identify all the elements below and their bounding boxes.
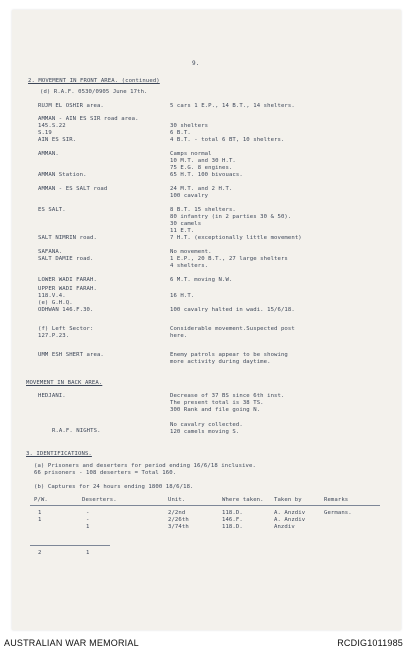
umm-esh-shert-text-1: Enemy patrols appear to be showing — [170, 352, 288, 358]
entry-location: LOWER WADI FARAH. — [38, 277, 97, 283]
section-2-heading: 2. MOVEMENT IN FRONT AREA. (continued) — [28, 78, 160, 84]
table-header-cell: Taken by — [274, 497, 302, 503]
entry-location: SAFANA. — [38, 249, 63, 255]
identifications-b: (b) Captures for 24 hours ending 1800 18/6/18. — [34, 484, 194, 490]
entry-location: AMMAN - AIN ES SIR road area. — [38, 116, 139, 122]
hedjani-label: HEDJANI. — [38, 393, 66, 399]
entry-observation: 30 camels — [170, 221, 202, 227]
page-number: 9. — [192, 60, 200, 67]
table-cell: Anzdiv — [274, 524, 295, 530]
entry-observation: 100 cavalry — [170, 193, 209, 199]
table-header-rule — [30, 505, 380, 506]
subsection-f-label: (f) Left Sector: — [38, 326, 94, 332]
entry-observation: 11 E.T. — [170, 228, 195, 234]
entry-observation: 1 E.P., 20 B.T., 27 large shelters — [170, 256, 288, 262]
subsection-e-label: (e) G.H.Q. — [38, 300, 73, 306]
table-cell: 1 — [86, 550, 90, 556]
raf-nights-label: R.A.F. NIGHTS. — [52, 428, 101, 434]
identifications-a-totals: 66 prisoners - 108 deserters = Total 160. — [34, 470, 177, 476]
table-cell: 1 — [86, 524, 90, 530]
subsection-f-text-2: here. — [170, 333, 188, 339]
entry-location: SALT NIMRIN road. — [38, 235, 97, 241]
raf-nights-text-2: 120 camels moving S. — [170, 429, 240, 435]
entry-location: AMMAN. — [38, 151, 59, 157]
subsection-f-location: 127.P.23. — [38, 333, 70, 339]
entry-location: AMMAN Station. — [38, 172, 87, 178]
entry-location: 145.S.22 — [38, 123, 66, 129]
subsection-f-text-1: Considerable movement.Suspected post — [170, 326, 295, 332]
table-header-cell: Where taken. — [222, 497, 264, 503]
entry-location: ES SALT. — [38, 207, 66, 213]
entry-observation: 4 B.T. - total 6 BT, 10 shelters. — [170, 137, 285, 143]
entry-observation: 65 H.T. 100 bivouacs. — [170, 172, 243, 178]
hedjani-text-3: 300 Rank and file going N. — [170, 407, 261, 413]
table-cell: 3/74th — [168, 524, 189, 530]
entry-observation: 5 cars 1 E.P., 14 B.T., 14 shelters. — [170, 103, 295, 109]
entry-observation: 30 shelters — [170, 123, 209, 129]
entry-observation: 80 infantry (in 2 parties 30 & 50). — [170, 214, 292, 220]
entry-observation: 24 M.T. and 2 H.T. — [170, 186, 233, 192]
table-cell: A. Anzdiv — [274, 510, 306, 516]
footer-archive-name: AUSTRALIAN WAR MEMORIAL — [4, 638, 139, 648]
entry-observation: 8 B.T. 15 shelters. — [170, 207, 236, 213]
entry-location: AMMAN - ES SALT road — [38, 186, 108, 192]
table-header-cell: Unit. — [168, 497, 186, 503]
entry-location: RUJM EL OSHIR area. — [38, 103, 104, 109]
entry-observation: 4 shelters. — [170, 263, 209, 269]
entry-observation: 10 M.T. and 30 H.T. — [170, 158, 236, 164]
entry-observation: Camps normal — [170, 151, 212, 157]
entry-observation: 16 H.T. — [170, 293, 195, 299]
entry-observation: 7 H.T. (exceptionally little movement) — [170, 235, 302, 241]
table-cell: - — [86, 517, 90, 523]
entry-location: S.19 — [38, 130, 52, 136]
table-header-cell: Remarks — [324, 497, 349, 503]
entry-observation: No movement. — [170, 249, 212, 255]
table-cell: 1 — [38, 517, 42, 523]
footer-record-id: RCDIG1011985 — [337, 638, 403, 648]
table-header-cell: P/W. — [34, 497, 48, 503]
table-cell: 118.D. — [222, 524, 243, 530]
entry-observation: 6 B.T. — [170, 130, 191, 136]
document-page — [12, 10, 401, 630]
entry-location: UPPER WADI FARAH. — [38, 286, 97, 292]
table-cell: 2 — [38, 550, 42, 556]
table-cell: 2/26th — [168, 517, 189, 523]
table-cell: 146.F. — [222, 517, 243, 523]
umm-esh-shert-text-2: more activity during daytime. — [170, 359, 271, 365]
entry-location: SALT DAMIE road. — [38, 256, 94, 262]
table-header-cell: Deserters. — [82, 497, 117, 503]
subsection-e-location: ODHWAN 146.F.30. — [38, 307, 94, 313]
raf-nights-text-1: No cavalry collected. — [170, 422, 243, 428]
entry-location: AIN ES SIR. — [38, 137, 77, 143]
hedjani-text-2: The present total is 38 TS. — [170, 400, 264, 406]
subsection-e-text: 100 cavalry halted in wadi. 15/6/18. — [170, 307, 295, 313]
umm-esh-shert-label: UMM ESH SHERT area. — [38, 352, 104, 358]
hedjani-text-1: Decrease of 37 BS since 6th inst. — [170, 393, 285, 399]
back-area-heading: MOVEMENT IN BACK AREA. — [26, 380, 103, 386]
table-total-rule — [30, 545, 110, 546]
entry-location: 118.V.4. — [38, 293, 66, 299]
identifications-a: (a) Prisoners and deserters for period ending 16/6/18 inclusive. — [34, 463, 256, 469]
table-cell: 1 — [38, 510, 42, 516]
table-cell: A. Anzdiv — [274, 517, 306, 523]
table-cell: Germans. — [324, 510, 352, 516]
identifications-heading: 3. IDENTIFICATIONS. — [26, 451, 92, 457]
entry-observation: 6 M.T. moving N.W. — [170, 277, 233, 283]
table-cell: 2/2nd — [168, 510, 186, 516]
table-cell: 118.D. — [222, 510, 243, 516]
subsection-d: (d) R.A.F. 0530/0905 June 17th. — [40, 89, 148, 95]
table-cell: - — [86, 510, 90, 516]
entry-observation: 75 E.G. 8 engines. — [170, 165, 233, 171]
